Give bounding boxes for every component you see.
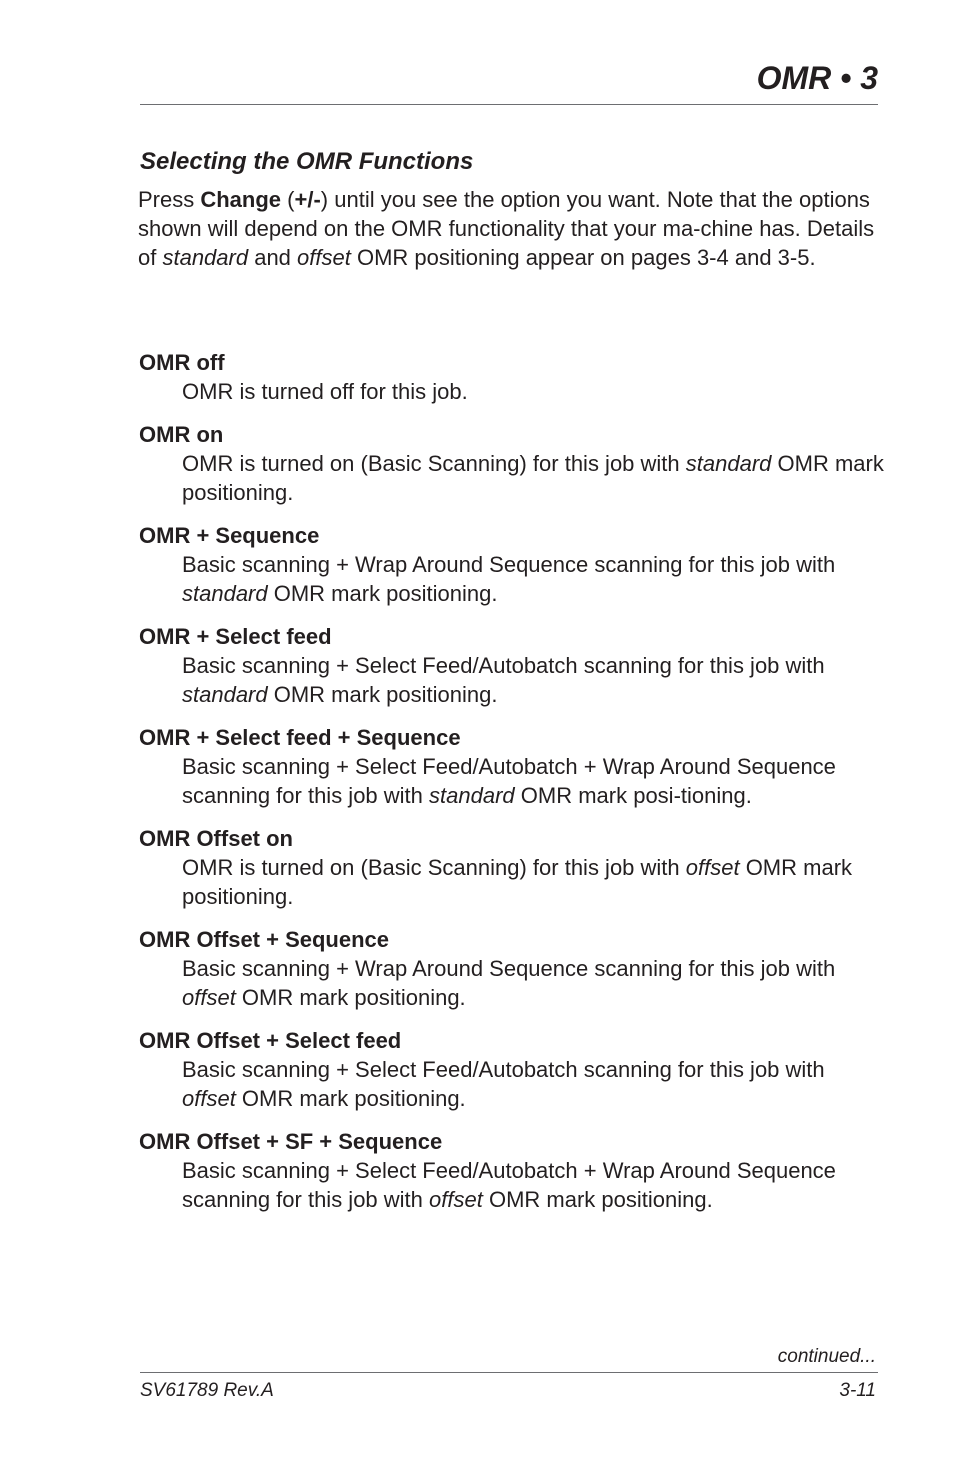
option-title: OMR Offset + Select feed: [139, 1028, 402, 1053]
option-description: OMR is turned on (Basic Scanning) for this job with offset OMR mark positioning.: [182, 855, 853, 909]
option-item: [139, 348, 884, 406]
option-title: OMR on: [139, 422, 224, 447]
option-item: [139, 925, 884, 1012]
option-description: Basic scanning + Select Feed/Autobatch + Wrap Around Sequence scanning for this job with offset OMR mark positioning.: [182, 1158, 836, 1212]
option-item: [139, 1026, 884, 1113]
intro-paragraph: Press Change (+/-) until you see the option you want. Note that the options shown will depend on the OMR functionality that your ma-chine has. Details of standard and offset OMR positioning appear on pages 3-4 and 3-5.: [138, 187, 875, 270]
chapter-header: OMR • 3: [756, 60, 878, 96]
option-description: OMR is turned on (Basic Scanning) for this job with standard OMR mark positioning.: [182, 451, 884, 505]
page-number: 3-11: [839, 1380, 876, 1401]
omr-options-list: [139, 348, 884, 1228]
option-title: OMR + Select feed + Sequence: [139, 725, 461, 750]
option-item: [139, 521, 884, 608]
option-item: [139, 622, 884, 709]
option-description: Basic scanning + Select Feed/Autobatch + Wrap Around Sequence scanning for this job with standard OMR mark posi-tioning.: [182, 754, 836, 808]
option-description: Basic scanning + Select Feed/Autobatch scanning for this job with offset OMR mark positioning.: [182, 1057, 825, 1111]
document-id: SV61789 Rev.A: [140, 1380, 274, 1401]
option-item: [139, 420, 884, 507]
option-title: OMR off: [139, 350, 225, 375]
option-description: OMR is turned off for this job.: [182, 379, 468, 404]
option-item: [139, 723, 884, 810]
option-title: OMR + Sequence: [139, 523, 320, 548]
continued-note: continued...: [777, 1346, 876, 1367]
option-item: [139, 1127, 884, 1214]
option-description: Basic scanning + Wrap Around Sequence scanning for this job with standard OMR mark positioning.: [182, 552, 836, 606]
option-description: Basic scanning + Select Feed/Autobatch scanning for this job with standard OMR mark positioning.: [182, 653, 825, 707]
option-item: [139, 824, 884, 911]
option-title: OMR Offset + SF + Sequence: [139, 1129, 443, 1154]
option-title: OMR Offset on: [139, 826, 293, 851]
option-description: Basic scanning + Wrap Around Sequence scanning for this job with offset OMR mark positioning.: [182, 956, 836, 1010]
footer-rule: [140, 1372, 878, 1373]
option-title: OMR Offset + Sequence: [139, 927, 390, 952]
option-title: OMR + Select feed: [139, 624, 332, 649]
section-heading: Selecting the OMR Functions: [140, 148, 474, 175]
header-rule: [140, 104, 878, 105]
